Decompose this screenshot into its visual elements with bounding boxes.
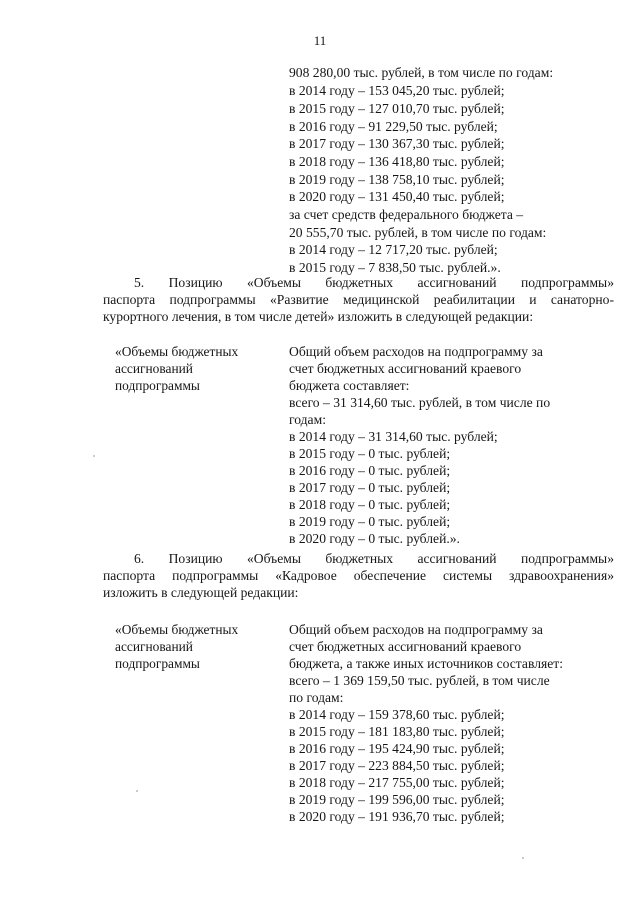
label-line: ассигнований (115, 639, 193, 654)
value-line: в 2019 году – 0 тыс. рублей; (289, 514, 451, 529)
paragraph-line: курортного лечения, в том числе детей» изложить в следующей редакции: (103, 309, 534, 324)
value-line: Общий объем расходов на подпрограмму за (289, 344, 543, 359)
value-line: всего – 31 314,60 тыс. рублей, в том числе по (289, 395, 551, 410)
label-line: «Объемы бюджетных (115, 344, 239, 359)
continuation-line: в 2015 году – 127 010,70 тыс. рублей; (289, 101, 505, 116)
label-line: ассигнований (115, 361, 193, 376)
page-number: 11 (313, 33, 327, 48)
paragraph-line: паспорта подпрограммы «Развитие медицинской реабилитации и санаторно- (103, 292, 614, 307)
section-5-paragraph (103, 274, 614, 325)
value-line: в 2020 году – 0 тыс. рублей.». (289, 531, 460, 546)
section-5-table-label (115, 343, 275, 394)
value-line: в 2014 году – 31 314,60 тыс. рублей; (289, 429, 498, 444)
section-6-table-label (115, 621, 275, 672)
value-line: в 2014 году – 159 378,60 тыс. рублей; (289, 707, 505, 722)
continuation-line: в 2015 году – 7 838,50 тыс. рублей.». (289, 260, 501, 275)
value-line: в 2016 году – 195 424,90 тыс. рублей; (289, 741, 505, 756)
scan-speck (93, 455, 95, 457)
continuation-line: в 2018 году – 136 418,80 тыс. рублей; (289, 154, 505, 169)
section-6-paragraph (103, 550, 614, 601)
paragraph-line: 6. Позицию «Объемы бюджетных ассигнований подпрограммы» (134, 551, 614, 566)
section-5-table-value (289, 343, 629, 547)
value-line: в 2020 году – 191 936,70 тыс. рублей; (289, 809, 505, 824)
value-line: в 2019 году – 199 596,00 тыс. рублей; (289, 792, 505, 807)
value-line: в 2017 году – 0 тыс. рублей; (289, 480, 451, 495)
scan-speck (522, 857, 524, 859)
continuation-line: в 2014 году – 153 045,20 тыс. рублей; (289, 83, 505, 98)
label-line: подпрограммы (115, 656, 200, 671)
paragraph-line: изложить в следующей редакции: (103, 585, 299, 600)
continuation-line: в 2016 году – 91 229,50 тыс. рублей; (289, 119, 498, 134)
value-line: по годам: (289, 690, 344, 705)
continuation-line: 20 555,70 тыс. рублей, в том числе по годам: (289, 225, 547, 240)
value-line: всего – 1 369 159,50 тыс. рублей, в том числе (289, 673, 550, 688)
value-line: в 2018 году – 0 тыс. рублей; (289, 497, 451, 512)
value-line: бюджета составляет: (289, 378, 410, 393)
value-line: в 2015 году – 181 183,80 тыс. рублей; (289, 724, 505, 739)
value-line: в 2017 году – 223 884,50 тыс. рублей; (289, 758, 505, 773)
value-line: в 2016 году – 0 тыс. рублей; (289, 463, 451, 478)
value-line: счет бюджетных ассигнований краевого (289, 639, 522, 654)
value-line: бюджета, а также иных источников составляет: (289, 656, 563, 671)
continuation-line: 908 280,00 тыс. рублей, в том числе по годам: (289, 65, 554, 80)
continuation-line: в 2019 году – 138 758,10 тыс. рублей; (289, 172, 505, 187)
value-line: в 2018 году – 217 755,00 тыс. рублей; (289, 775, 505, 790)
label-line: подпрограммы (115, 378, 200, 393)
label-line: «Объемы бюджетных (115, 622, 239, 637)
paragraph-line: паспорта подпрограммы «Кадровое обеспечение системы здравоохранения» (103, 568, 614, 583)
value-line: счет бюджетных ассигнований краевого (289, 361, 522, 376)
value-line: в 2015 году – 0 тыс. рублей; (289, 446, 451, 461)
continuation-line: в 2017 году – 130 367,30 тыс. рублей; (289, 136, 505, 151)
continuation-line: в 2020 году – 131 450,40 тыс. рублей; (289, 189, 505, 204)
scan-speck (136, 790, 138, 792)
value-line: годам: (289, 412, 326, 427)
paragraph-line: 5. Позицию «Объемы бюджетных ассигнований подпрограммы» (134, 275, 614, 290)
section-6-table-value (289, 621, 629, 825)
continuation-line: за счет средств федерального бюджета – (289, 207, 524, 222)
value-line: Общий объем расходов на подпрограмму за (289, 622, 543, 637)
continuation-line: в 2014 году – 12 717,20 тыс. рублей; (289, 242, 498, 257)
